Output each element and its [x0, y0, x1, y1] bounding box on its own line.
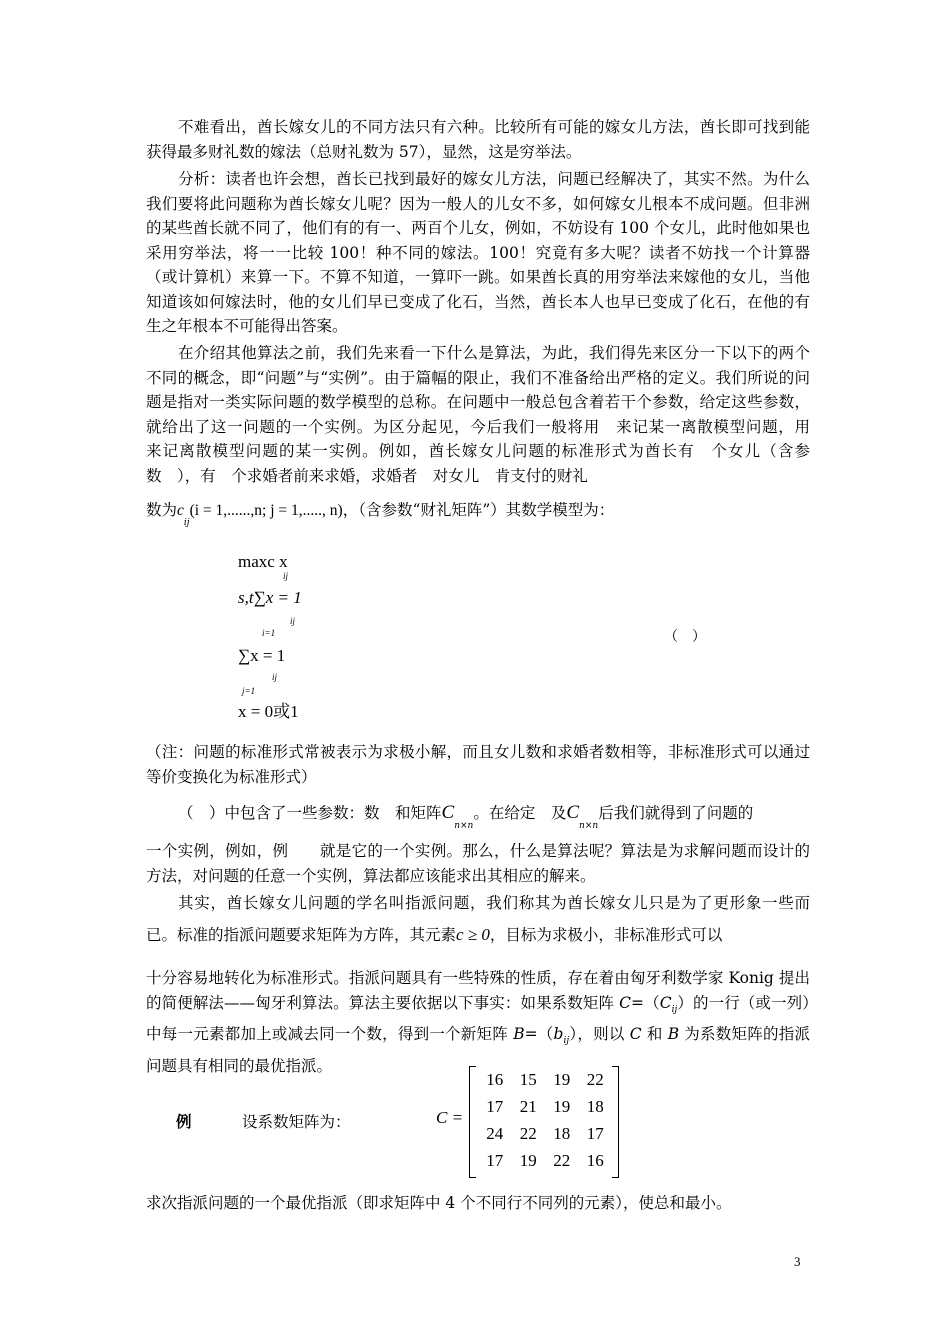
text-params-a: （ ）中包含了一些参数：数 和矩阵 — [178, 804, 442, 822]
matrix-cell: 17 — [486, 1151, 504, 1170]
model-constraint-2-sub: ij — [272, 672, 278, 682]
equation-label: （ ） — [664, 629, 706, 645]
paragraph-reward-matrix-line — [146, 498, 810, 526]
subscript-nxn: n×n — [454, 821, 474, 831]
coefficient-matrix — [436, 1066, 628, 1178]
matrix-label: C = — [436, 1108, 464, 1127]
symbol-c: c — [177, 502, 184, 519]
model-constraint-1: s,t∑x = 1 — [238, 588, 302, 607]
paragraph-parameters — [146, 800, 810, 829]
paragraph-analysis: 分析：读者也许会想，酋长已找到最好的嫁女儿方法，问题已经解决了，其实不然。为什么我们要将此问题称为酋长嫁女儿呢？因为一般人的儿女不多，如何嫁女儿根本不成问题。但非洲的某些酋长就不同了，他们有的有一、两百个儿女，例如，不妨设有 100 个女儿，此时他如果也采用穷举法，将一一比较 100！种不同的嫁法。100！究竟有多大呢？读者不妨找一个计算器（或计算机）来算一下。不算不知道，一算吓一跳。如果酋长真的用穷举法来嫁他的女儿，当他知道该如何嫁法时，他的女儿们早已变成了化石，当然，酋长本人也早已变成了化石，在他的有生之年根本不可能得出答案。 — [146, 170, 810, 335]
matrix-cell: 19 — [553, 1070, 571, 1089]
text-params-c: 后我们就得到了问题的 — [598, 804, 754, 822]
text-assignment-a: 其实，酋长嫁女儿问题的学名叫指派问题，我们称其为酋长嫁女儿只是为了更形象一些而已。标准的指派问题要求矩阵为方阵，其元素 — [146, 894, 810, 944]
matrix-cell: 19 — [553, 1097, 571, 1116]
matrix-cell: 21 — [519, 1097, 537, 1116]
matrix-cell: 17 — [486, 1097, 504, 1116]
formula-nonnegative: c ≥ 0 — [456, 925, 490, 944]
symbol-C-matrix-2: C — [566, 802, 580, 823]
paragraph-hungarian-method: 十分容易地转化为标准形式。指派问题具有一些特殊的性质，存在着由匈牙利数学家 Konig 提出的简便解法——匈牙利算法。算法主要依据以下事实：如果系数矩阵 $C=(C_{ij})$的一行（或一列）中每一元素都加上或减去同一个数，得到一个新矩阵 $B=(b_{ij})$，则以 C 和 B 为系数矩阵的指派问题具有相同的最优指派。 — [146, 969, 810, 1075]
subscript-nxn-2: n×n — [579, 821, 599, 831]
matrix-cell: 24 — [486, 1124, 504, 1143]
paragraph-final-task: 求次指派问题的一个最优指派（即求矩阵中 4 个不同行不同列的元素），使总和最小。 — [146, 1194, 732, 1212]
text-reward-count: 数为 — [146, 501, 178, 519]
paragraph-assignment-problem — [146, 887, 810, 951]
model-sum-index-j: j=1 — [242, 686, 256, 696]
formula-index-range: (i = 1,......,n; j = 1,....., n) — [189, 502, 343, 519]
matrix-cell: 22 — [553, 1151, 571, 1170]
paragraph-problem-instance: 在介绍其他算法之前，我们先来看一下什么是算法，为此，我们得先来区分一下以下的两个不同的概念，即“问题”与“实例”。由于篇幅的限止，我们不准备给出严格的定义。我们所说的问题是指对一类实际问题的数学模型的总称。在问题中一般总包含着若干个参数，给定这些参数，就给出了这一问题的一个实例。为区分起见，今后我们一般将用 来记某一离散模型问题，用 来记离散模型问题的某一实例。例如，酋长嫁女儿问题的标准形式为酋长有 个女儿（含参数 ），有 个求婚者前来求婚，求婚者 对女儿 肯支付的财礼 — [146, 344, 826, 485]
model-objective-sub: ij — [283, 571, 289, 581]
model-sum-index-i: i=1 — [262, 628, 276, 638]
text-params-b: 。在给定 及 — [473, 804, 567, 822]
symbol-C-matrix: C — [441, 802, 455, 823]
matrix-left-bracket — [469, 1066, 476, 1178]
paragraph-algorithm-definition: 一个实例，例如，例 就是它的一个实例。那么，什么是算法呢？算法是为求解问题而设计的方法，对问题的任意一个实例，算法都应该能求出其相应的解来。 — [146, 842, 810, 885]
page-number: 3 — [794, 1254, 801, 1269]
matrix-grid — [478, 1068, 612, 1173]
model-constraint-1-sub: ij — [290, 616, 296, 626]
matrix-cell: 17 — [586, 1124, 604, 1143]
matrix-cell: 16 — [586, 1151, 604, 1170]
matrix-cell: 22 — [586, 1070, 604, 1089]
example-text: 设系数矩阵为： — [242, 1113, 351, 1131]
matrix-cell: 15 — [519, 1070, 537, 1089]
subscript-ij: ij — [183, 518, 190, 528]
paragraph-exhaustive-method: 不难看出，酋长嫁女儿的不同方法只有六种。比较所有可能的嫁女儿方法，酋长即可找到能获得最多财礼数的嫁法（总财礼数为 57），显然，这是穷举法。 — [146, 118, 810, 161]
text-model-intro: ，（含参数“财礼矩阵”）其数学模型为： — [342, 501, 615, 519]
example-label: 例 — [176, 1112, 192, 1131]
model-objective: maxc x — [238, 552, 288, 571]
matrix-cell: 22 — [519, 1124, 537, 1143]
matrix-cell: 18 — [553, 1124, 571, 1143]
matrix-cell: 18 — [586, 1097, 604, 1116]
model-binary-constraint: x = 0或1 — [238, 702, 299, 721]
matrix-cell: 19 — [519, 1151, 537, 1170]
model-constraint-2: ∑x = 1 — [238, 646, 286, 665]
paragraph-note: （注：问题的标准形式常被表示为求极小解，而且女儿数和求婚者数相等，非标准形式可以通过等价变换化为标准形式） — [146, 743, 810, 786]
matrix-cell: 16 — [486, 1070, 504, 1089]
matrix-right-bracket — [612, 1066, 619, 1178]
text-assignment-b: ，目标为求极小，非标准形式可以 — [489, 926, 723, 944]
